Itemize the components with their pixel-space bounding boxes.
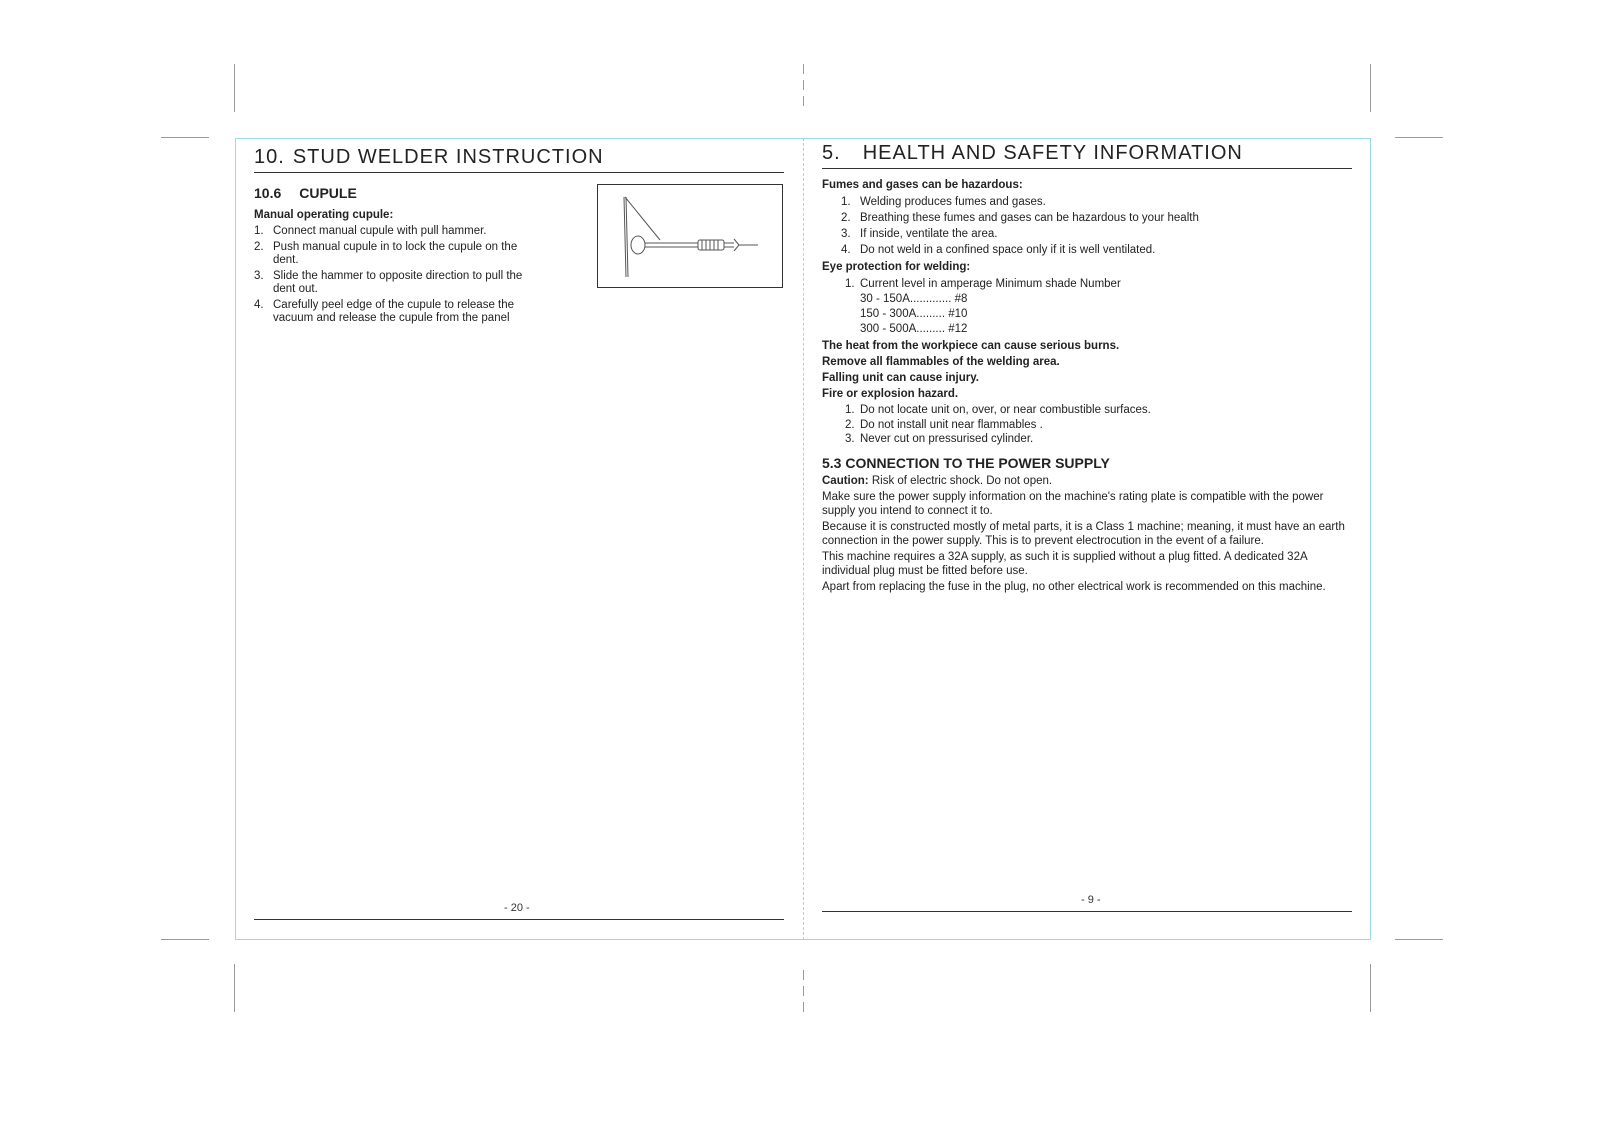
caution-label: Caution: (822, 474, 869, 487)
item-text: Carefully peel edge of the cupule to release the vacuum and release the cupule from the panel (273, 298, 515, 324)
item-text: Connect manual cupule with pull hammer. (273, 225, 487, 237)
item-text: Do not weld in a confined space only if it is well ventilated. (860, 244, 1156, 256)
item-text: If inside, ventilate the area. (860, 228, 998, 240)
fumes-list (822, 194, 1352, 258)
right-page (822, 142, 1352, 595)
section-title: 5.3 CONNECTION TO THE POWER SUPPLY (822, 454, 1110, 471)
item-number: 2. (841, 212, 851, 224)
item-text: Slide the hammer to opposite direction to pull the dent out. (273, 269, 523, 295)
fold-line (803, 138, 804, 940)
item-number: 1. (845, 404, 855, 416)
eye-list (822, 276, 1352, 292)
chapter-title (254, 146, 784, 173)
crop-mark-right-top (1395, 137, 1443, 138)
footer-rule-left (254, 919, 784, 920)
item-text: Do not install unit near flammables . (860, 418, 1043, 431)
item-number: 2. (254, 240, 264, 253)
list-item (822, 418, 1352, 433)
cupule-illustration (597, 184, 783, 288)
list-item (822, 432, 1352, 447)
chapter-number: 10. (254, 146, 285, 168)
item-number: 3. (845, 433, 855, 445)
chapter-title (822, 142, 1352, 169)
eye-heading: Eye protection for welding: (822, 261, 971, 273)
shade-row: 300 - 500A......... #12 (860, 323, 968, 335)
item-number: 4. (841, 244, 851, 256)
item-text: Push manual cupule in to lock the cupule on the dent. (273, 240, 518, 266)
fold-mark-top-3 (803, 96, 804, 106)
chapter-title-text: HEALTH AND SAFETY INFORMATION (862, 142, 1243, 164)
cupule-pull-hammer-icon (598, 185, 781, 286)
list-item (254, 225, 544, 239)
page-number-right: - 9 - (1081, 894, 1101, 906)
crop-mark-right-bottom (1395, 939, 1443, 940)
section-number: 10.6 (254, 185, 282, 201)
warning-flammables: Remove all flammables of the welding area. (822, 356, 1060, 368)
list-item (822, 276, 1352, 292)
fold-mark-bottom-3 (803, 1002, 804, 1012)
list-item (822, 242, 1352, 258)
paragraph: This machine requires a 32A supply, as such it is supplied without a plug fitted. A dedicated 32A individual plug must be fitted before use. (822, 551, 1307, 577)
section-title-text: CUPULE (299, 185, 357, 201)
shade-row: 150 - 300A......... #10 (860, 308, 968, 320)
fold-mark-bottom-2 (803, 986, 804, 996)
list-item (254, 299, 544, 326)
caution-line (822, 475, 1352, 489)
paragraph: Because it is constructed mostly of metal parts, it is a Class 1 machine; meaning, it must have an earth connection in the power supply. This is to prevent electrocution in the event of a failure. (822, 521, 1345, 547)
crop-mark-left-top (161, 137, 209, 138)
warning-fire: Fire or explosion hazard. (822, 388, 959, 400)
fire-list (822, 403, 1352, 447)
list-item (822, 210, 1352, 226)
list-item (822, 226, 1352, 242)
item-number: 3. (841, 228, 851, 240)
fold-mark-top-2 (803, 80, 804, 90)
page-number-left: - 20 - (504, 902, 530, 914)
item-text: Breathing these fumes and gases can be hazardous to your health (860, 212, 1199, 224)
fold-mark-top-1 (803, 64, 804, 74)
steps-list (254, 225, 544, 326)
crop-mark-bottom-right (1370, 964, 1371, 1012)
item-number: 1. (841, 196, 851, 208)
item-number: 1. (254, 225, 264, 237)
subheading: Manual operating cupule: (254, 209, 394, 221)
shade-row: 30 - 150A............. #8 (860, 293, 968, 305)
item-text: Do not locate unit on, over, or near combustible surfaces. (860, 404, 1151, 416)
chapter-title-text: STUD WELDER INSTRUCTION (292, 146, 604, 168)
chapter-number: 5. (822, 142, 841, 164)
crop-mark-top-left (234, 64, 235, 112)
fumes-heading: Fumes and gases can be hazardous: (822, 179, 1023, 191)
caution-text: Risk of electric shock. Do not open. (868, 474, 1053, 487)
paragraph: Make sure the power supply information on the machine's rating plate is compatible with the power supply you intend to connect it to. (822, 491, 1324, 517)
section-title (254, 185, 544, 201)
crop-mark-top-right (1370, 64, 1371, 112)
item-number: 1. (845, 278, 855, 290)
item-number: 3. (254, 269, 264, 282)
item-text: Never cut on pressurised cylinder. (860, 433, 1034, 445)
item-number: 2. (845, 418, 855, 431)
item-number: 4. (254, 298, 264, 311)
item-text: Current level in amperage Minimum shade Number (860, 278, 1121, 290)
fold-mark-bottom-1 (803, 970, 804, 980)
crop-mark-left-bottom (161, 939, 209, 940)
list-item (254, 270, 544, 297)
list-item (822, 194, 1352, 210)
list-item (254, 241, 544, 268)
list-item (822, 403, 1352, 418)
warning-burns: The heat from the workpiece can cause serious burns. (822, 340, 1120, 352)
warning-falling-unit: Falling unit can cause injury. (822, 372, 979, 384)
item-text: Welding produces fumes and gases. (860, 196, 1046, 208)
footer-rule-right (822, 911, 1352, 912)
crop-mark-bottom-left (234, 964, 235, 1012)
paragraph: Apart from replacing the fuse in the plug, no other electrical work is recommended on this machine. (822, 581, 1326, 593)
shade-table (822, 292, 1352, 337)
